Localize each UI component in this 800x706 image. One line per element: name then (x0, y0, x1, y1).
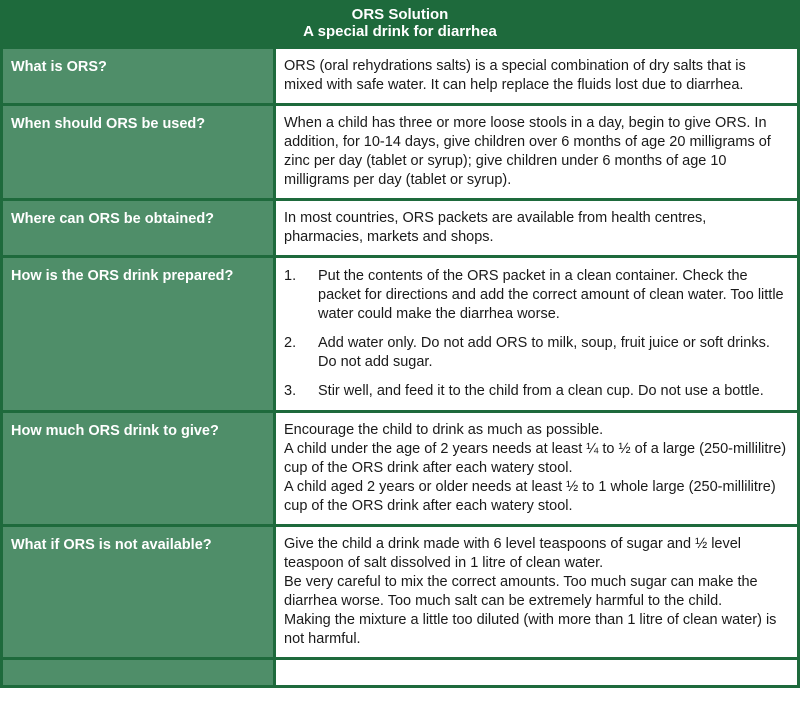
table-row-how-much (0, 413, 800, 527)
question-text: How much ORS drink to give? (11, 423, 219, 439)
answer-cell-empty (276, 660, 800, 685)
step-item (284, 267, 787, 324)
step-item (284, 334, 787, 372)
answer-line: Be very careful to mix the correct amounts. Too much sugar can make the diarrhea worse. Too much salt can be extremely harmful to the child. (284, 574, 758, 609)
step-item (284, 382, 787, 401)
answer-line: Give the child a drink made with 6 level teaspoons of sugar and ½ level teaspoon of salt dissolved in 1 litre of clean water. (284, 536, 742, 571)
document-subtitle: A special drink for diarrhea (303, 23, 497, 40)
answer-cell (276, 201, 800, 255)
question-cell (0, 49, 276, 103)
answer-line: Encourage the child to drink as much as possible. (284, 422, 604, 438)
table-row-when-used (0, 106, 800, 201)
document-title: ORS Solution (351, 6, 449, 23)
answer-cell (276, 413, 800, 524)
table-row-not-available (0, 527, 800, 660)
answer-line: A child aged 2 years or older needs at least ½ to 1 whole large (250-millilitre) cup of the ORS drink after each watery stool. (284, 479, 776, 514)
step-text: Put the contents of the ORS packet in a clean container. Check the packet for directions and add the correct amount of clean water. Too little water could make the diarrhea worse. (318, 268, 784, 322)
question-cell (0, 201, 276, 255)
answer-cell (276, 258, 800, 410)
info-table (0, 46, 800, 688)
step-text: Stir well, and feed it to the child from a clean cup. Do not use a bottle. (318, 383, 764, 399)
answer-cell (276, 527, 800, 657)
table-row-where-obtained (0, 201, 800, 258)
answer-line: Making the mixture a little too diluted (with more than 1 litre of clean water) is not harmful. (284, 612, 777, 647)
answer-text: ORS (oral rehydrations salts) is a special combination of dry salts that is mixed with safe water. It can help replace the fluids lost due to diarrhea. (284, 58, 746, 93)
question-text: What is ORS? (11, 59, 107, 75)
question-cell (0, 413, 276, 524)
question-cell (0, 106, 276, 198)
question-text: When should ORS be used? (11, 116, 206, 132)
answer-cell (276, 106, 800, 198)
table-row-how-prepared (0, 258, 800, 413)
title-bar (0, 0, 800, 46)
table-row-empty (0, 660, 800, 688)
answer-text: When a child has three or more loose stools in a day, begin to give ORS. In addition, for 10-14 days, give children over 6 months of age 20 milligrams of zinc per day (tablet or syrup); give children under 6 months of age 10 milligrams per day (tablet or syrup). (284, 115, 771, 188)
question-text: How is the ORS drink prepared? (11, 268, 234, 284)
table-row-what-is-ors (0, 46, 800, 106)
step-number: 3. (284, 383, 297, 399)
answer-line: A child under the age of 2 years needs at least ¼ to ½ of a large (250-millilitre) cup of the ORS drink after each watery stool. (284, 441, 787, 476)
preparation-steps (284, 267, 787, 401)
answer-cell (276, 49, 800, 103)
question-text: What if ORS is not available? (11, 537, 212, 553)
question-cell-empty (0, 660, 276, 685)
answer-text: In most countries, ORS packets are available from health centres, pharmacies, markets and shops. (284, 210, 707, 245)
question-cell (0, 527, 276, 657)
question-text: Where can ORS be obtained? (11, 211, 215, 227)
step-text: Add water only. Do not add ORS to milk, soup, fruit juice or soft drinks. Do not add sugar. (318, 335, 770, 370)
step-number: 2. (284, 335, 297, 351)
step-number: 1. (284, 268, 297, 284)
question-cell (0, 258, 276, 410)
